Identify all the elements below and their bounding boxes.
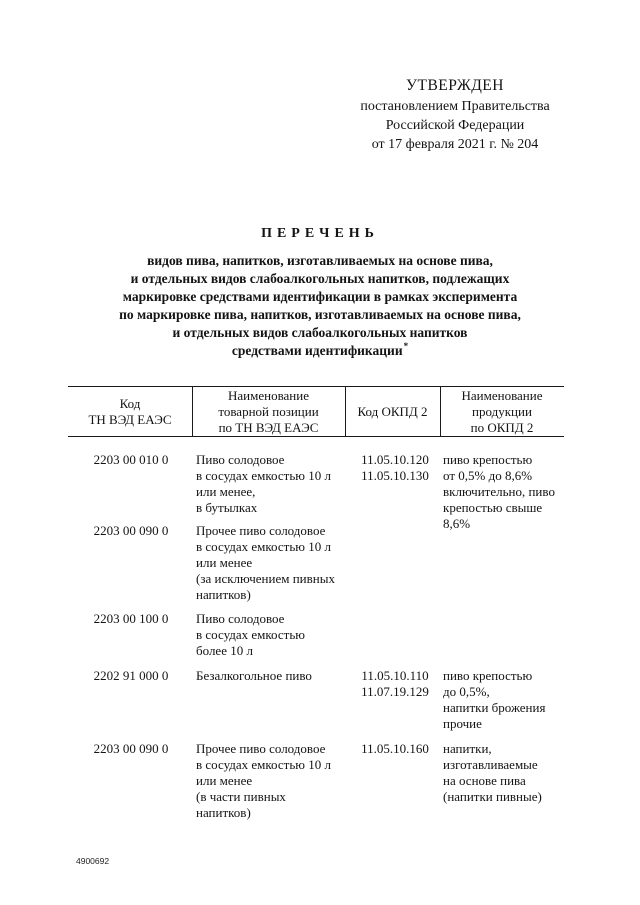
- row-name-line: Пиво солодовое: [196, 611, 285, 626]
- header-line: товарной позиции: [218, 403, 319, 419]
- row-name-line: в сосудах емкостью: [196, 627, 305, 642]
- row-name: [196, 452, 346, 516]
- subtitle-line: и отдельных видов слабоалкогольных напитков: [172, 325, 468, 340]
- row-name-line: в сосудах емкостью 10 л: [196, 468, 331, 483]
- approval-line: Российской Федерации: [385, 118, 525, 133]
- row-name-line: напитков): [196, 805, 251, 820]
- row-name-line: напитков): [196, 587, 251, 602]
- product-line: пиво крепостью: [443, 452, 533, 467]
- row-name-line: (в части пивных: [196, 789, 286, 804]
- header-code: [68, 387, 192, 436]
- row-name-line: в сосудах емкостью 10 л: [196, 539, 331, 554]
- product-line: крепостью свыше: [443, 500, 543, 515]
- product-line: изготавливаемые: [443, 757, 538, 772]
- row-code: 2202 91 000 0: [93, 668, 169, 683]
- subtitle-line: видов пива, напитков, изготавливаемых на основе пива,: [147, 253, 493, 268]
- row-name-line: Прочее пиво солодовое: [196, 523, 326, 538]
- product-line: пиво крепостью: [443, 668, 533, 683]
- subtitle-line: маркировке средствами идентификации в рамках эксперимента: [122, 289, 518, 304]
- row-name-line: в бутылках: [196, 500, 258, 515]
- okpd-code: 11.07.19.129: [361, 684, 429, 699]
- row-code: 2203 00 090 0: [93, 523, 169, 538]
- row-name: [196, 523, 346, 603]
- subtitle-line-last: [60, 342, 580, 360]
- header-product: [440, 387, 564, 436]
- okpd-code: 11.05.10.120: [361, 452, 429, 467]
- header-line: Наименование: [228, 387, 309, 403]
- row-name-line: Прочее пиво солодовое: [196, 741, 326, 756]
- row-product: [443, 668, 561, 732]
- row-name-line: более 10 л: [196, 643, 253, 658]
- row-code: 2203 00 090 0: [93, 741, 169, 756]
- product-line: 8,6%: [443, 516, 471, 531]
- table-header-rule: [68, 436, 564, 437]
- header-line: ТН ВЭД ЕАЭС: [88, 411, 172, 427]
- header-line: по ТН ВЭД ЕАЭС: [218, 419, 319, 435]
- approval-date-line: от 17 февраля 2021 г. № 204: [371, 137, 539, 152]
- approval-stamp: [330, 76, 580, 154]
- row-okpd: [350, 668, 440, 700]
- okpd-code: 11.05.10.160: [361, 741, 429, 756]
- row-code: 2203 00 100 0: [93, 611, 169, 626]
- row-name: [196, 741, 346, 821]
- subtitle-line: и отдельных видов слабоалкогольных напитков, подлежащих: [130, 271, 510, 286]
- row-okpd: [350, 741, 440, 757]
- approval-line: постановлением Правительства: [360, 99, 550, 114]
- subtitle-line: по маркировке пива, напитков, изготавливаемых на основе пива,: [119, 307, 521, 322]
- row-product: [443, 452, 561, 532]
- product-line: прочие: [443, 716, 482, 731]
- product-line: до 0,5%,: [443, 684, 490, 699]
- row-name-line: Безалкогольное пиво: [196, 668, 312, 683]
- header-line: Наименование: [461, 387, 543, 403]
- okpd-code: 11.05.10.110: [361, 668, 429, 683]
- product-line: на основе пива: [443, 773, 526, 788]
- document-subtitle: [60, 252, 580, 360]
- row-name-line: или менее,: [196, 484, 256, 499]
- document-title: ПЕРЕЧЕНЬ: [261, 226, 379, 241]
- header-line: Код ОКПД 2: [357, 403, 428, 419]
- okpd-code: 11.05.10.130: [361, 468, 429, 483]
- subtitle-line: средствами идентификации: [231, 343, 403, 358]
- header-line: Код: [119, 395, 141, 411]
- row-name-line: или менее: [196, 555, 253, 570]
- header-name: [192, 387, 345, 436]
- header-okpd: [345, 387, 440, 436]
- product-line: (напитки пивные): [443, 789, 542, 804]
- row-product: [443, 741, 561, 805]
- product-line: от 0,5% до 8,6%: [443, 468, 533, 483]
- row-name: [196, 611, 346, 659]
- header-line: по ОКПД 2: [470, 419, 534, 435]
- row-name-line: в сосудах емкостью 10 л: [196, 757, 331, 772]
- row-name-line: Пиво солодовое: [196, 452, 285, 467]
- approval-heading: УТВЕРЖДЕН: [406, 77, 504, 94]
- header-line: продукции: [472, 403, 532, 419]
- row-okpd: [350, 452, 440, 484]
- row-code: 2203 00 010 0: [93, 452, 169, 467]
- product-line: напитки брожения: [443, 700, 546, 715]
- footnote-mark: *: [403, 341, 409, 351]
- product-line: напитки,: [443, 741, 492, 756]
- row-name: [196, 668, 346, 684]
- document-number: 4900692: [76, 856, 110, 866]
- row-name-line: или менее: [196, 773, 253, 788]
- product-line: включительно, пиво: [443, 484, 555, 499]
- row-name-line: (за исключением пивных: [196, 571, 335, 586]
